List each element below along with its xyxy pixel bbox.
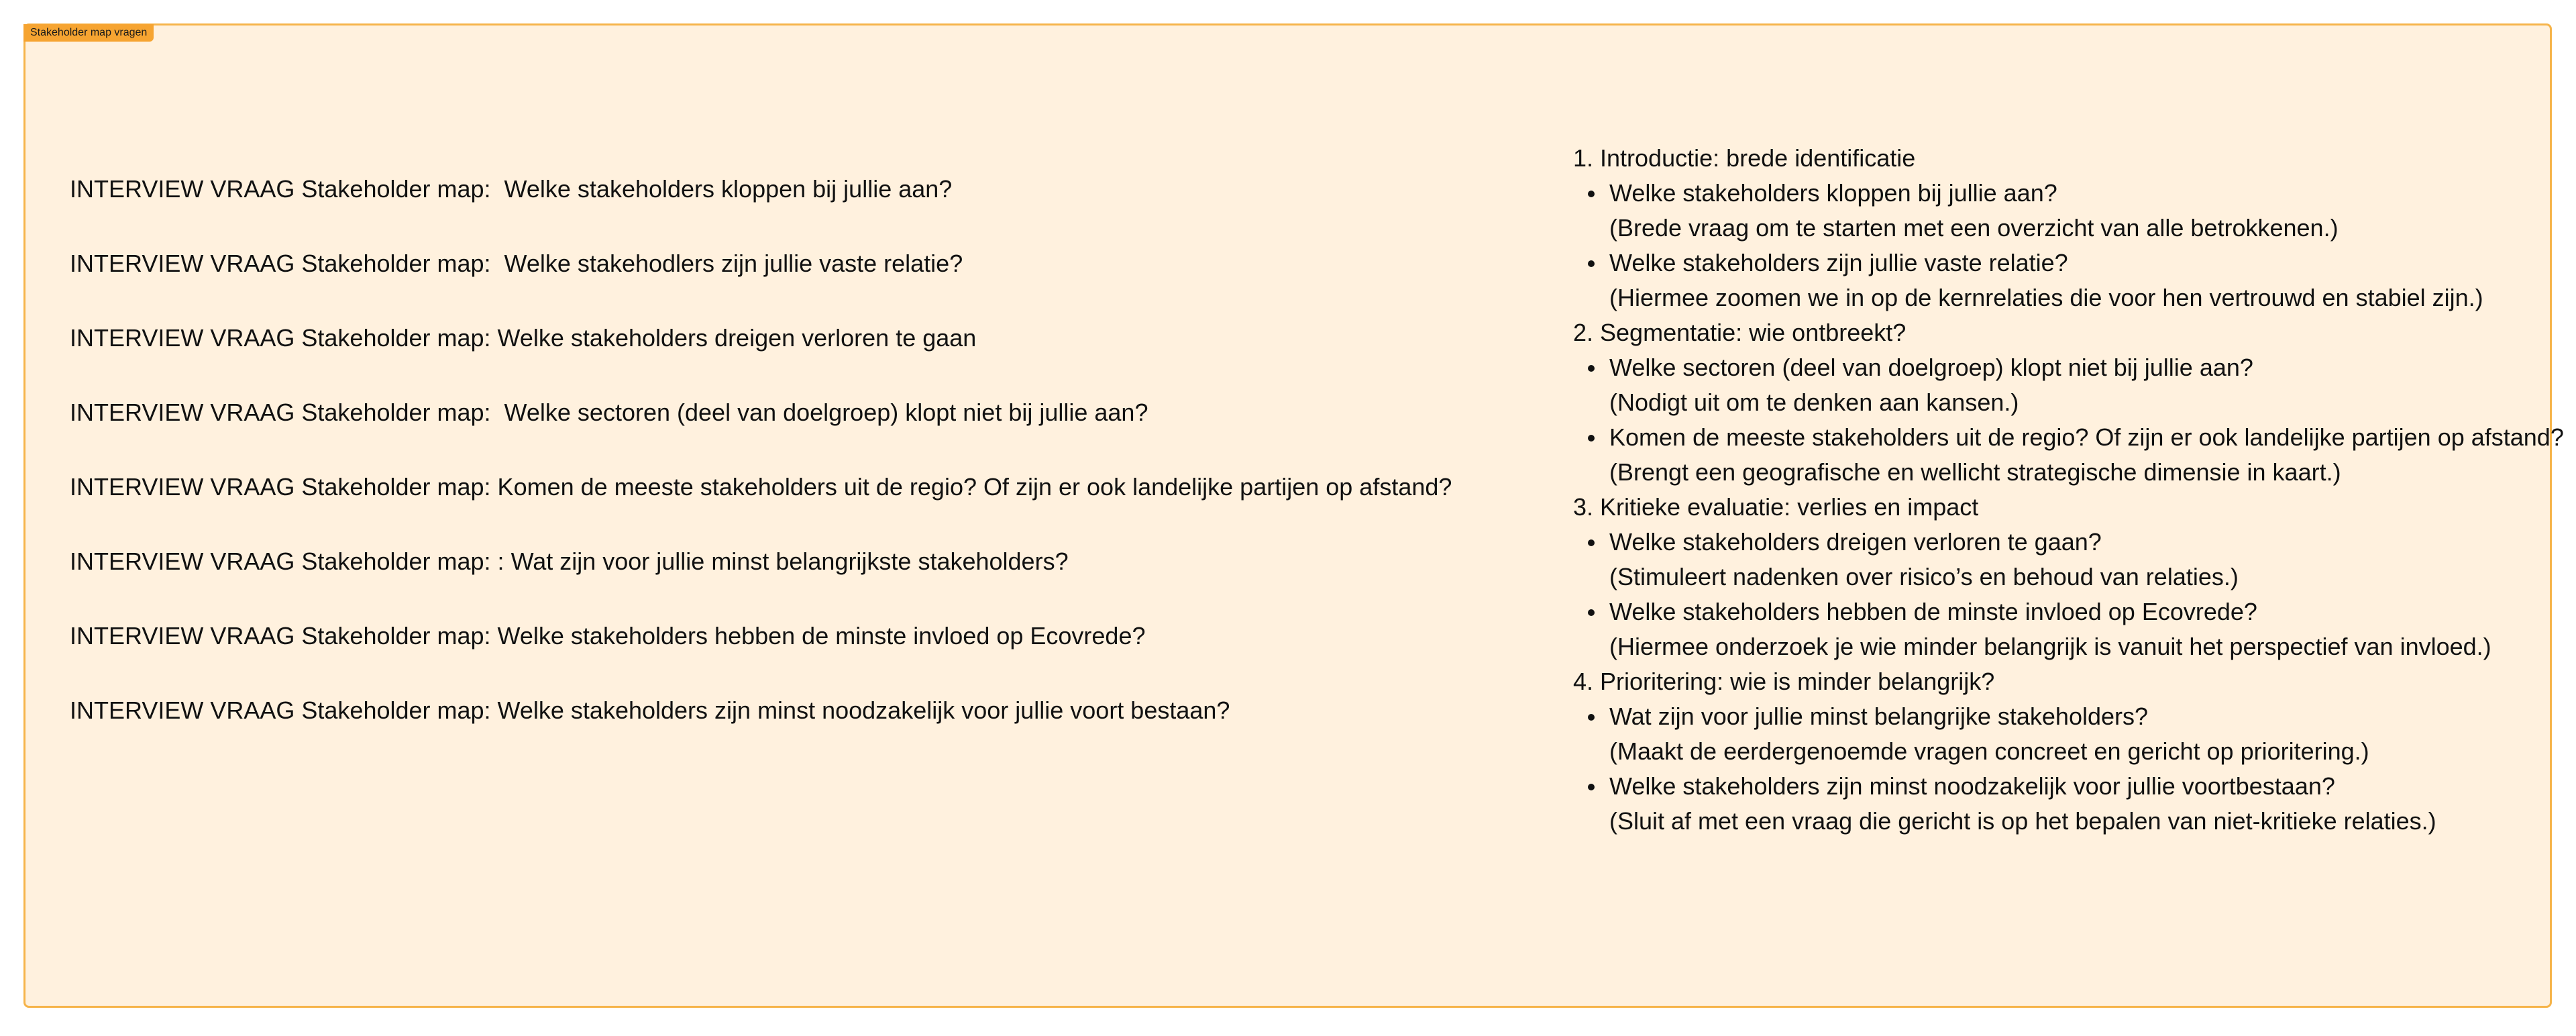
outline-bullet-item (1573, 350, 2549, 420)
interview-question-item[interactable]: INTERVIEW VRAAG Stakeholder map: Welke stakeholders zijn minst noodzakelijk voor jullie voort bestaan? (70, 696, 1230, 724)
section-heading: 1. Introductie: brede identificatie (1573, 144, 1916, 172)
outline-bullet-item (1573, 176, 2549, 246)
outline-bullet-item (1573, 420, 2564, 490)
outline-bullet-item (1573, 699, 2549, 769)
bullet-dot-icon (1588, 191, 1595, 197)
outline-question: Welke sectoren (deel van doelgroep) klopt niet bij jullie aan? (1609, 354, 2253, 381)
frame-title-label[interactable]: Stakeholder map vragen (23, 24, 154, 42)
outline-question: Welke stakeholders zijn jullie vaste relatie? (1609, 249, 2068, 276)
outline-section-3 (1573, 490, 2549, 664)
outline-question: Welke stakeholders zijn minst noodzakelijk voor jullie voortbestaan? (1609, 772, 2335, 800)
interview-question-item[interactable]: INTERVIEW VRAAG Stakeholder map: Welke stakeholders kloppen bij jullie aan? (70, 175, 953, 203)
interview-question-item[interactable]: INTERVIEW VRAAG Stakeholder map: Welke stakeholders dreigen verloren te gaan (70, 324, 977, 352)
interview-question-item[interactable]: INTERVIEW VRAAG Stakeholder map: : Wat zijn voor jullie minst belangrijkste stakeholders? (70, 548, 1069, 575)
outline-note: (Sluit af met een vraag die gericht is op het bepalen van niet-kritieke relaties.) (1609, 807, 2436, 835)
section-heading: 3. Kritieke evaluatie: verlies en impact (1573, 493, 1979, 521)
outline-note: (Maakt de eerdergenoemde vragen concreet en gericht op prioritering.) (1609, 737, 2369, 765)
outline-question: Wat zijn voor jullie minst belangrijke stakeholders? (1609, 703, 2149, 730)
outline-question: Welke stakeholders kloppen bij jullie aan? (1609, 179, 2057, 207)
question-outline-note[interactable] (1573, 141, 2564, 839)
interview-question-item[interactable]: INTERVIEW VRAAG Stakeholder map: Welke sectoren (deel van doelgroep) klopt niet bij jullie aan? (70, 399, 1148, 426)
outline-note: (Hiermee zoomen we in op de kernrelaties die voor hen vertrouwd en stabiel zijn.) (1609, 284, 2483, 311)
bullet-dot-icon (1588, 784, 1595, 790)
bullet-dot-icon (1588, 435, 1595, 442)
outline-note: (Brede vraag om te starten met een overzicht van alle betrokkenen.) (1609, 214, 2339, 242)
section-heading: 4. Prioritering: wie is minder belangrijk? (1573, 668, 1995, 695)
outline-section-2 (1573, 315, 2564, 490)
outline-question: Welke stakeholders hebben de minste invloed op Ecovrede? (1609, 598, 2257, 625)
interview-question-item[interactable]: INTERVIEW VRAAG Stakeholder map: Welke stakeholders hebben de minste invloed op Ecovrede? (70, 622, 1146, 650)
bullet-dot-icon (1588, 365, 1595, 372)
outline-note: (Stimuleert nadenken over risico’s en behoud van relaties.) (1609, 563, 2239, 590)
outline-bullet-item (1573, 594, 2549, 664)
section-heading: 2. Segmentatie: wie ontbreekt? (1573, 319, 1907, 346)
outline-note: (Hiermee onderzoek je wie minder belangrijk is vanuit het perspectief van invloed.) (1609, 633, 2491, 660)
outline-bullet-item (1573, 246, 2549, 315)
outline-note: (Nodigt uit om te denken aan kansen.) (1609, 389, 2019, 416)
interview-question-item[interactable]: INTERVIEW VRAAG Stakeholder map: Komen de meeste stakeholders uit de regio? Of zijn er ook landelijke partijen op afstand? (70, 473, 1452, 501)
outline-section-4 (1573, 664, 2549, 839)
outline-bullet-item (1573, 525, 2549, 594)
bullet-dot-icon (1588, 260, 1595, 267)
bullet-dot-icon (1588, 539, 1595, 546)
outline-note: (Brengt een geografische en wellicht strategische dimensie in kaart.) (1609, 458, 2341, 486)
interview-question-item[interactable]: INTERVIEW VRAAG Stakeholder map: Welke stakehodlers zijn jullie vaste relatie? (70, 250, 963, 277)
outline-question: Welke stakeholders dreigen verloren te gaan? (1609, 528, 2102, 556)
bullet-dot-icon (1588, 714, 1595, 721)
interview-question-list (70, 173, 1546, 769)
outline-bullet-item (1573, 769, 2549, 839)
outline-section-1 (1573, 141, 2549, 315)
bullet-dot-icon (1588, 609, 1595, 616)
outline-question: Komen de meeste stakeholders uit de regio? Of zijn er ook landelijke partijen op afstand? (1609, 423, 2564, 451)
